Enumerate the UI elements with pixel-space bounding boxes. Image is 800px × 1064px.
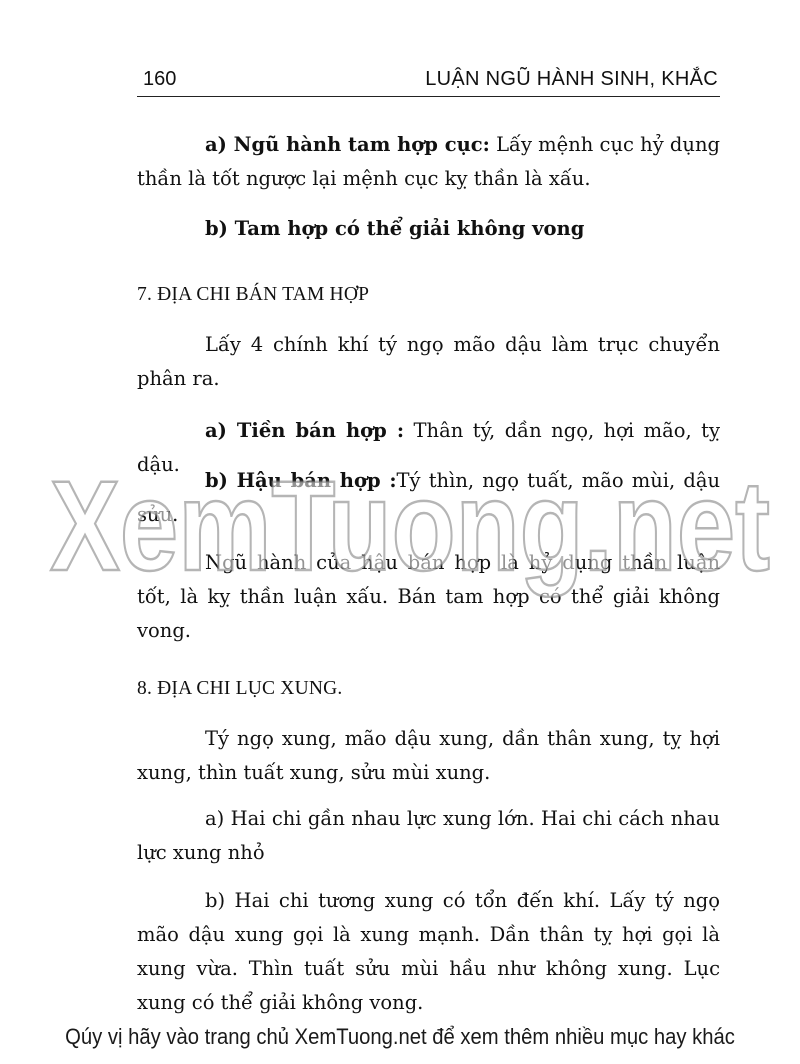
paragraph-lay-4-chinh-khi: Lấy 4 chính khí tý ngọ mão dậu làm trục chuyển phân ra. xyxy=(137,333,720,390)
paragraph-text: Thân tý, dần ngọ, hợi mão, tỵ dậu. xyxy=(137,419,721,476)
section-heading-8: 8. ĐỊA CHI LỤC XUNG. xyxy=(137,678,343,699)
paragraph-hai-chi-tuong-xung: b) Hai chi tương xung có tổn đến khí. Lấy tý ngọ mão dậu xung gọi là xung mạnh. Dần thân tỵ hợi gọi là xung vừa. Thìn tuất sửu mùi hầu như không xung. Lục xung có thể giải không vong. xyxy=(137,889,720,1014)
section-heading-7: 7. ĐỊA CHI BÁN TAM HỢP xyxy=(137,284,370,305)
page-number: 160 xyxy=(143,68,177,90)
watermark-text: XemTuong.net xyxy=(50,458,770,598)
running-title: LUẬN NGŨ HÀNH SINH, KHẮC xyxy=(425,68,718,90)
paragraph-text: Lấy mệnh cục hỷ dụng thần là tốt ngược lại mệnh cục kỵ thần là xấu. xyxy=(137,133,720,190)
paragraph-lead: b) Tam hợp có thể giải không vong xyxy=(205,217,585,240)
watermark-logo xyxy=(40,458,780,598)
paragraph-ngu-hanh-hau-ban-hop: Ngũ hành của hậu bán hợp là hỷ dụng thần luận tốt, là kỵ thần luận xấu. Bán tam hợp có thể giải không vong. xyxy=(137,551,720,642)
paragraph-text: Tý thìn, ngọ tuất, mão mùi, dậu sửu. xyxy=(137,469,721,526)
paragraph-hai-chi-gan-nhau: a) Hai chi gần nhau lực xung lớn. Hai chi cách nhau lực xung nhỏ xyxy=(137,807,720,864)
paragraph-tam-hop-giai xyxy=(137,212,720,246)
paragraph-luc-xung-list: Tý ngọ xung, mão dậu xung, dần thân xung, tỵ hợi xung, thìn tuất xung, sửu mùi xung. xyxy=(137,727,720,784)
paragraph-lead: a) Tiền bán hợp : xyxy=(205,419,405,442)
paragraph-lead: b) Hậu bán hợp : xyxy=(205,469,397,492)
footer-promo-text: Qúy vị hãy vào trang chủ XemTuong.net để xem thêm nhiều mục hay khác xyxy=(65,1024,735,1049)
paragraph-lead: a) Ngũ hành tam hợp cục: xyxy=(205,133,490,156)
paragraph-ngu-hanh-tam-hop-cuc xyxy=(137,128,720,196)
page-header xyxy=(137,64,720,97)
